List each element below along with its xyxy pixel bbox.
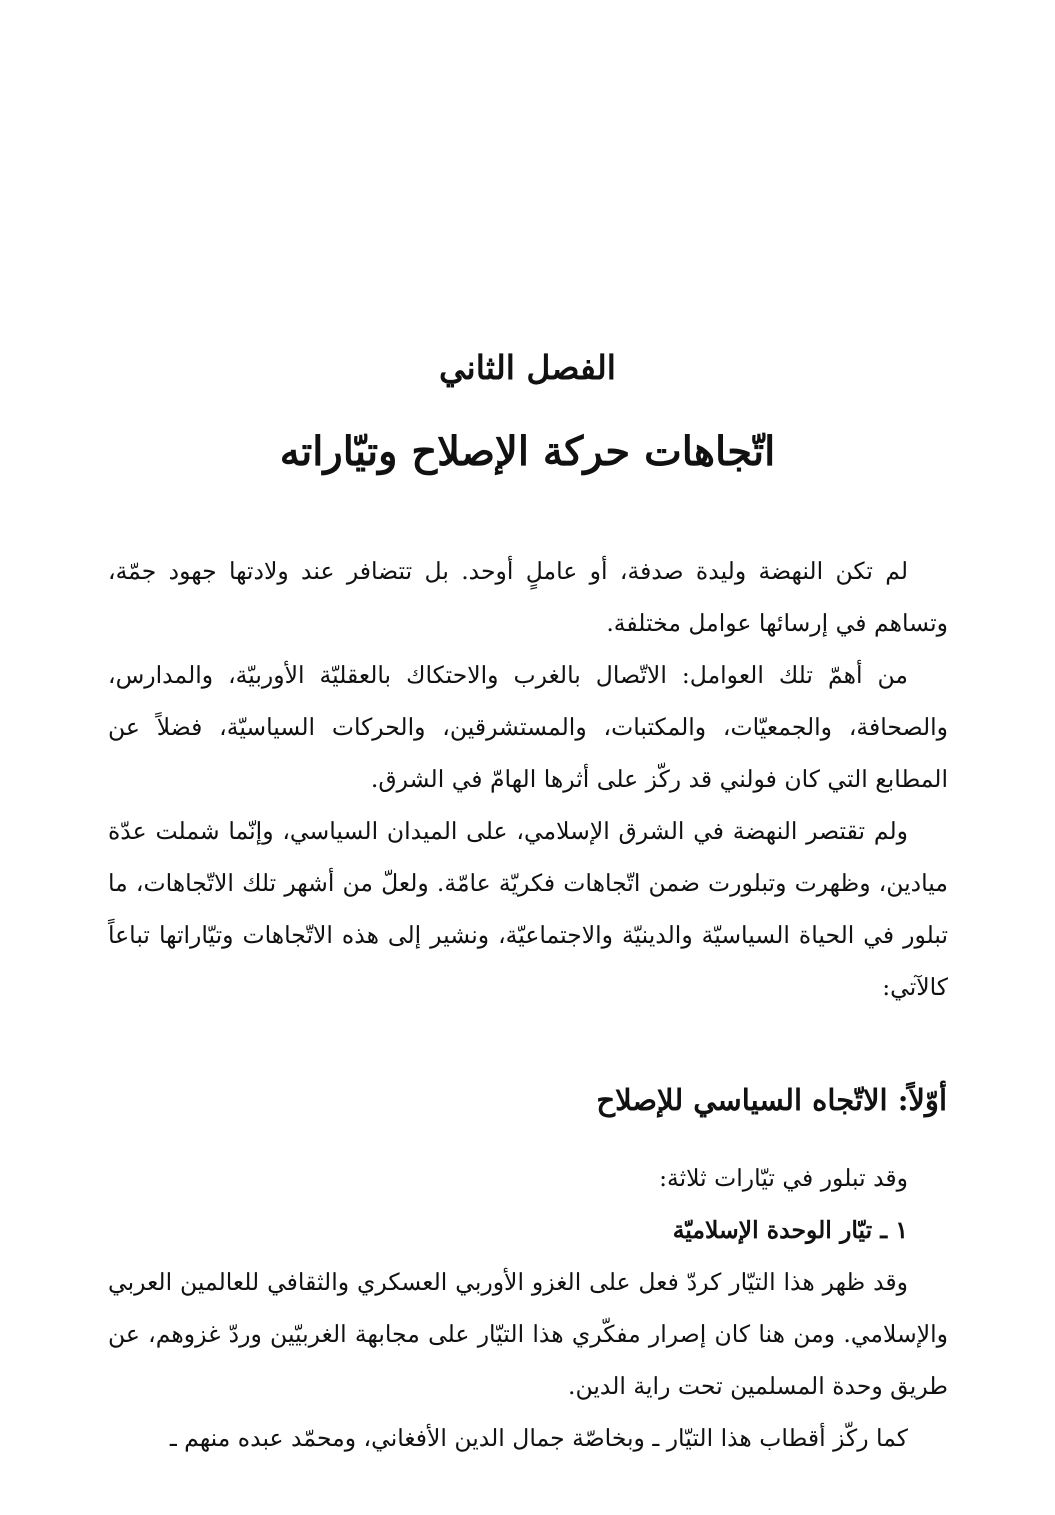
paragraph: من أهمّ تلك العوامل: الاتّصال بالغرب والاحتكاك بالعقليّة الأوربيّة، والمدارس، والصحافة، والجمعيّات، والمكتبات، والمستشرقين، والحركات السياسيّة، فضلاً عن المطابع التي كان فولني قد ركّز على أثرها الهامّ في الشرق. (108, 661, 948, 793)
chapter-title: اتّجاهات حركة الإصلاح وتيّاراته (279, 428, 776, 475)
sub-heading: ١ ـ تيّار الوحدة الإسلاميّة (672, 1216, 908, 1244)
paragraph: لم تكن النهضة وليدة صدفة، أو عاملٍ أوحد. بل تتضافر عند ولادتها جهود جمّة، وتساهم في إرسائها عوامل مختلفة. (108, 557, 948, 637)
paragraph: كما ركّز أقطاب هذا التيّار ـ وبخاصّة جمال الدين الأفغاني، ومحمّد عبده منهم ـ (169, 1424, 908, 1452)
paragraph: وقد ظهر هذا التيّار كردّ فعل على الغزو الأوربي العسكري والثقافي للعالمين العربي والإسلامي. ومن هنا كان إصرار مفكّري هذا التيّار على مجابهة الغربيّين وردّ غزوهم، عن طريق وحدة المسلمين تحت راية الدين. (108, 1268, 948, 1400)
section-heading: أوّلاً: الاتّجاه السياسي للإصلاح (596, 1083, 947, 1117)
intro-text-block (108, 545, 948, 1013)
paragraph: ولم تقتصر النهضة في الشرق الإسلامي، على الميدان السياسي، وإنّما شملت عدّة ميادين، وظهرت وتبلورت ضمن اتّجاهات فكريّة عامّة. ولعلّ من أشهر تلك الاتّجاهات، ما تبلور في الحياة السياسيّة والدينيّة والاجتماعيّة، ونشير إلى هذه الاتّجاهات وتيّاراتها تباعاً كالآتي: (108, 817, 948, 1001)
chapter-label: الفصل الثاني (439, 348, 616, 387)
section-text-block (108, 1152, 948, 1464)
section-intro-line: وقد تبلور في تيّارات ثلاثة: (659, 1164, 908, 1192)
